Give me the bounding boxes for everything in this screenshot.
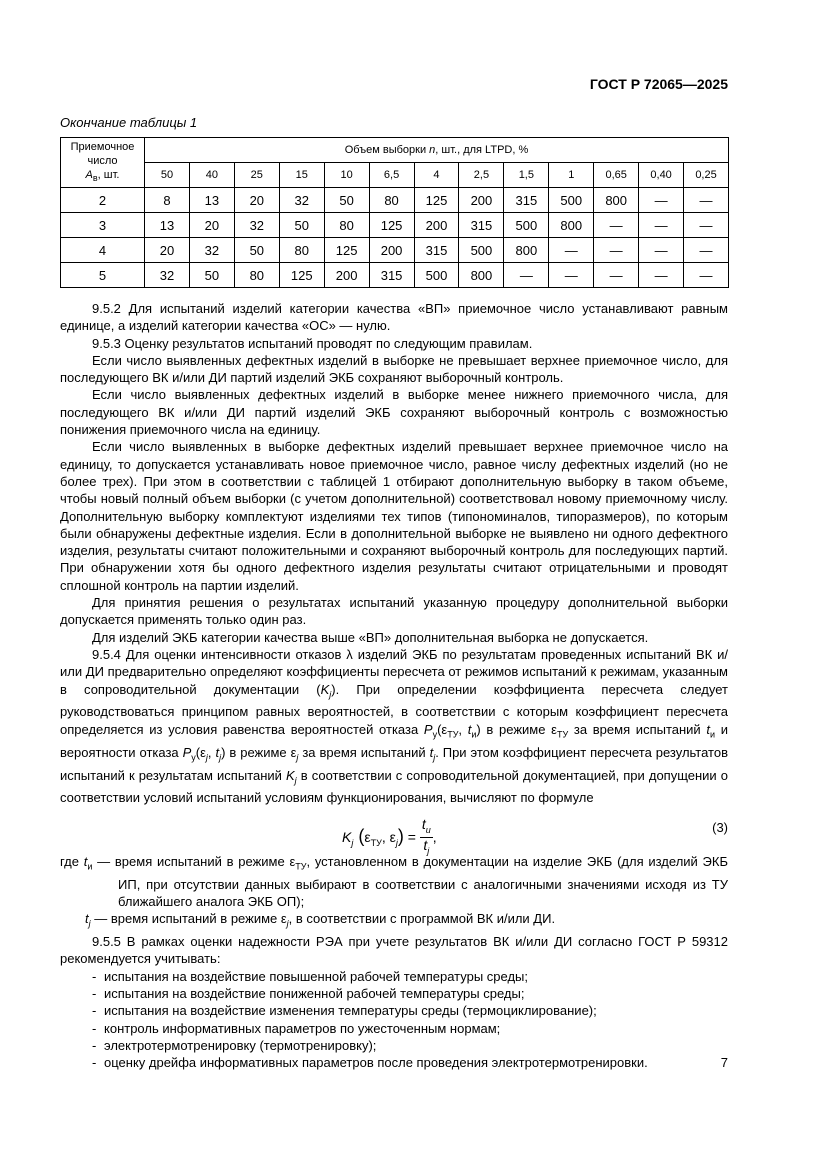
sample-size-cell: 50 bbox=[189, 263, 234, 288]
page-number: 7 bbox=[720, 1055, 728, 1070]
sym-eps-2: ε bbox=[200, 744, 206, 760]
acceptance-number-var: A bbox=[85, 168, 93, 181]
formula-legend bbox=[60, 853, 728, 933]
p954-e: и вероятности отказа bbox=[60, 721, 729, 760]
legend-2-post: , в соответствии с программой ВК и/или ДИ. bbox=[288, 911, 556, 927]
table-row bbox=[61, 213, 729, 238]
f-j: j bbox=[351, 837, 354, 848]
p954-d: за время испытаний bbox=[568, 721, 707, 737]
sample-size-cell: 200 bbox=[414, 213, 459, 238]
sym-eps: ε bbox=[441, 721, 448, 737]
ltpd-header-cell: 40 bbox=[189, 163, 234, 188]
list-dash: - bbox=[92, 968, 97, 984]
sample-size-cell: — bbox=[504, 263, 549, 288]
sym-j-6: j bbox=[294, 775, 297, 786]
sample-size-cell: — bbox=[594, 213, 639, 238]
list-item bbox=[92, 1002, 728, 1019]
sym-p: P bbox=[423, 721, 433, 737]
sample-size-cell: 200 bbox=[324, 263, 369, 288]
table-row bbox=[61, 238, 729, 263]
ltpd-header-cell: 4 bbox=[414, 163, 459, 188]
sample-size-cell: 80 bbox=[324, 213, 369, 238]
sym-u-2: и bbox=[710, 729, 716, 740]
sym-ty: ТУ bbox=[447, 729, 459, 740]
list-dash: - bbox=[92, 1055, 97, 1071]
sample-size-cell: 80 bbox=[279, 238, 324, 263]
sample-size-cell: 500 bbox=[549, 188, 594, 213]
formula-3 bbox=[60, 809, 728, 857]
sample-size-cell: 200 bbox=[459, 188, 504, 213]
para-9-5-2: 9.5.2 Для испытаний изделий категории качества «ВП» приемочное число устанавливают равным единице, а изделий категории качества «ОС» — нулю. bbox=[60, 301, 728, 334]
acceptance-number-sub: в bbox=[92, 173, 98, 184]
sample-size-cell: 32 bbox=[234, 213, 279, 238]
legend-t-u bbox=[60, 853, 728, 910]
sym-y: у bbox=[432, 729, 438, 740]
formula-number: (3) bbox=[712, 819, 728, 835]
f-t-2: t bbox=[423, 837, 428, 854]
ltpd-header-cell: 1 bbox=[549, 163, 594, 188]
p954-g: за время испытаний bbox=[298, 744, 430, 760]
body-text bbox=[60, 300, 728, 1071]
recommendation-list bbox=[60, 968, 728, 1072]
lg-u: и bbox=[87, 861, 93, 872]
acceptance-number-cell: 4 bbox=[61, 238, 145, 263]
sample-size-cell: — bbox=[684, 263, 729, 288]
sample-size-cell: — bbox=[639, 238, 684, 263]
sample-size-cell: 13 bbox=[189, 188, 234, 213]
sample-size-cell: 200 bbox=[369, 238, 414, 263]
list-dash: - bbox=[92, 985, 97, 1001]
legend-1: — время испытаний в режиме ε bbox=[92, 853, 296, 869]
sample-size-cell: 315 bbox=[504, 188, 549, 213]
list-item-text: испытания на воздействие изменения температуры среды (термоциклирование); bbox=[104, 1003, 597, 1019]
sample-size-cell: 80 bbox=[234, 263, 279, 288]
sample-size-cell: 50 bbox=[279, 213, 324, 238]
sym-p-2: P bbox=[182, 744, 192, 760]
sym-t-3: t bbox=[215, 744, 220, 760]
f-j-3: j bbox=[427, 846, 430, 857]
sample-size-group-var: n bbox=[429, 144, 436, 156]
sym-t-4: t bbox=[429, 744, 434, 760]
sample-size-cell: 125 bbox=[279, 263, 324, 288]
f-eps: ε bbox=[364, 828, 371, 845]
sym-u: и bbox=[471, 729, 477, 740]
sample-size-cell: 125 bbox=[369, 213, 414, 238]
list-dash: - bbox=[92, 1020, 97, 1036]
sample-size-cell: 32 bbox=[145, 263, 190, 288]
ltpd-header-cell: 50 bbox=[145, 163, 190, 188]
sample-size-cell: 80 bbox=[369, 188, 414, 213]
p954-b: ). При определении коэффициента пересчета следует руководствоваться принципом равных вероятностей, в соответствии с которым коэффициент пересчета определяется из условия равенства вероятностей отказа bbox=[60, 681, 728, 737]
list-dash: - bbox=[92, 1003, 97, 1019]
table-row bbox=[61, 263, 729, 288]
table-row bbox=[61, 188, 729, 213]
ltpd-header-cell: 0,40 bbox=[639, 163, 684, 188]
f-u: и bbox=[425, 824, 431, 835]
sample-size-cell: 800 bbox=[594, 188, 639, 213]
list-item bbox=[92, 968, 728, 985]
formula-expression: $K_j$ ($\varepsilon_{ТУ}$, $\varepsilon_j$) = $\frac{t_и}{t_j}$ , bbox=[342, 817, 437, 860]
acceptance-number-cell: 3 bbox=[61, 213, 145, 238]
list-item-text: испытания на воздействие пониженной рабочей температуры среды; bbox=[104, 985, 525, 1001]
sym-ty-2: ТУ bbox=[556, 729, 569, 740]
sample-size-group-header bbox=[145, 138, 729, 163]
sample-size-cell: — bbox=[639, 188, 684, 213]
para-9-5-3-d: Для принятия решения о результатах испытаний указанную процедуру дополнительной выборки допускается применять только один раз. bbox=[60, 595, 728, 628]
para-9-5-3-c: Если число выявленных в выборке дефектных изделий превышает верхнее приемочное число на единицу, то допускается устанавливать новое приемочное число, равное числу дефектных изделий (но не более трех). При этом в соответствии с таблицей 1 отбирают дополнительную выборку в таком объеме, чтобы новый полный объем выборки (с учетом дополнительной) соответствовал новому приемочному числу. Дополнительную выборку комплектуют изделиями тех типов (типономиналов, типоразмеров), по которым были обнаружены дефектные изделия. Если в дополнительной выборке не выявлено ни одного дефектного изделия, результаты считают положительными и сохраняют выборочный контроль для последующих партий. При обнаружении хотя бы одного дефектного изделия результаты считают отрицательными и проводят сплошной контроль на партии изделий. bbox=[60, 439, 728, 593]
sym-y-2: у bbox=[191, 752, 196, 763]
para-9-5-3: 9.5.3 Оценку результатов испытаний проводят по следующим правилам. bbox=[92, 335, 533, 351]
sample-size-cell: 20 bbox=[234, 188, 279, 213]
para-9-5-5: 9.5.5 В рамках оценки надежности РЭА при учете результатов ВК и/или ДИ согласно ГОСТ Р 59312 рекомендуется учитывать: bbox=[60, 934, 728, 967]
list-item bbox=[92, 1037, 728, 1054]
sample-size-cell: 50 bbox=[234, 238, 279, 263]
sample-size-cell: — bbox=[684, 188, 729, 213]
para-9-5-3-a: Если число выявленных дефектных изделий в выборке не превышает верхнее приемочное число, для последующего ВК и/или ДИ партий изделий ЭКБ сохраняют выборочный контроль. bbox=[60, 352, 728, 386]
acceptance-number-header-label: Приемочное число bbox=[70, 140, 135, 167]
sample-size-cell: — bbox=[549, 238, 594, 263]
lg-j-2: j bbox=[286, 918, 289, 929]
sample-size-cell: 315 bbox=[459, 213, 504, 238]
sample-size-cell: 500 bbox=[414, 263, 459, 288]
sample-size-cell: 125 bbox=[324, 238, 369, 263]
ltpd-header-cell: 15 bbox=[279, 163, 324, 188]
legend-t-j bbox=[60, 910, 728, 933]
ltpd-header-cell: 25 bbox=[234, 163, 279, 188]
f-ty: ТУ bbox=[370, 837, 382, 848]
sample-size-cell: 32 bbox=[189, 238, 234, 263]
sample-size-group-post: , шт., для LTPD, % bbox=[435, 144, 529, 156]
para-9-5-3-b: Если число выявленных дефектных изделий в выборке менее нижнего приемочного числа, для последующего ВК и/или ДИ партий изделий ЭКБ сохраняют выборочный контроль с возможностью понижения приемочного числа на единицу. bbox=[60, 387, 728, 438]
p954-c: в режиме ε bbox=[480, 721, 557, 737]
sample-size-cell: — bbox=[549, 263, 594, 288]
sym-t-2: t bbox=[706, 721, 711, 737]
f-j-2: j bbox=[395, 837, 398, 848]
sym-j-3: j bbox=[219, 752, 222, 763]
sample-size-cell: 800 bbox=[504, 238, 549, 263]
ltpd-header-cell: 10 bbox=[324, 163, 369, 188]
sample-size-cell: 20 bbox=[145, 238, 190, 263]
sample-size-cell: 315 bbox=[414, 238, 459, 263]
ltpd-header-cell: 1,5 bbox=[504, 163, 549, 188]
list-item-text: электротермотренировку (термотренировку); bbox=[104, 1037, 377, 1053]
list-item bbox=[92, 985, 728, 1002]
sample-size-cell: 13 bbox=[145, 213, 190, 238]
list-item-text: контроль информативных параметров по ужесточенным нормам; bbox=[104, 1020, 501, 1036]
sample-size-cell: 125 bbox=[414, 188, 459, 213]
standard-designation: ГОСТ Р 72065—2025 bbox=[589, 76, 728, 92]
para-9-5-4: 9.5.4 Для оценки интенсивности отказов λ изделий ЭКБ по результатам проведенных испытаний ВК и/или ДИ предварительно определяют коэффициенты пересчета от режимов испытаний к режимам, указанным в сопроводительной документации $(K_j)$. При определении коэффициента пересчета следует руководствоваться принципом равных вероятностей, в соответствии с которым коэффициент пересчета определяется из условия равенства вероятностей отказа $P_у(\varepsilon_{ТУ}$, $t_и$) в режиме $\varepsilon_{ТУ}$ за время испытаний $t_и$ и вероятности отказа $P_у(\varepsilon_j$, $t_j$) в режиме $\varepsilon_j$ за время испытаний $t_j$. При этом коэффициент пересчета результатов испытаний к результатам испытаний $K_j$ в соответствии с сопроводительной документацией, при допущении о соответствии условий испытаний условиям функционирования, вычисляют по формуле bbox=[60, 646, 729, 806]
legend-2: — время испытаний в режиме ε bbox=[90, 911, 287, 927]
lg-ty: ТУ bbox=[295, 861, 307, 872]
sample-size-group-pre: Объем выборки bbox=[344, 144, 430, 156]
lg-t: t bbox=[83, 853, 88, 869]
sample-size-cell: — bbox=[684, 213, 729, 238]
p954-a: 9.5.4 Для оценки интенсивности отказов λ изделий ЭКБ по результатам проведенных испытаний ВК и/или ДИ предварительно определяют коэффициенты пересчета от режимов испытаний к режимам, указанным в сопроводительной документации ( bbox=[60, 646, 728, 697]
ltpd-header-cell: 0,25 bbox=[684, 163, 729, 188]
p954-f: в режиме ε bbox=[225, 744, 297, 760]
sample-size-table bbox=[60, 137, 729, 288]
p954-h: . При этом коэффициент пересчета результатов испытаний к результатам испытаний bbox=[60, 744, 728, 783]
sym-j-5: j bbox=[433, 752, 436, 763]
list-item bbox=[92, 1020, 728, 1037]
sample-size-cell: 315 bbox=[369, 263, 414, 288]
sample-size-cell: — bbox=[639, 263, 684, 288]
acceptance-number-unit: , шт. bbox=[97, 168, 120, 181]
f-t: t bbox=[421, 815, 426, 832]
ltpd-header-cell: 0,65 bbox=[594, 163, 639, 188]
acceptance-number-header bbox=[61, 138, 145, 188]
sample-size-cell: 8 bbox=[145, 188, 190, 213]
legend-where: где bbox=[60, 853, 84, 869]
list-item-text: оценку дрейфа информативных параметров после проведения электротермотренировки. bbox=[104, 1055, 648, 1071]
legend-1-post: , установленном в документации на изделие ЭКБ (для изделий ЭКБ ИП, при отсутствии данных выбирают в соответствии с аналогичными значениями исходя из ТУ ближайшего аналога ЭКБ ОП); bbox=[118, 853, 728, 909]
f-eps-2: ε bbox=[389, 828, 396, 845]
sym-j-2: j bbox=[205, 752, 208, 763]
sample-size-cell: 500 bbox=[504, 213, 549, 238]
sample-size-cell: 800 bbox=[549, 213, 594, 238]
sample-size-cell: — bbox=[594, 238, 639, 263]
table-caption: Окончание таблицы 1 bbox=[60, 115, 198, 130]
acceptance-number-cell: 2 bbox=[61, 188, 145, 213]
sample-size-cell: 50 bbox=[324, 188, 369, 213]
formula-fraction bbox=[420, 817, 433, 860]
sym-j: j bbox=[329, 689, 332, 700]
sample-size-cell: — bbox=[639, 213, 684, 238]
p954-i: в соответствии с сопроводительной документацией, при допущении о соответствии условий испытаний условиям функционирования, вычисляют по формуле bbox=[60, 767, 728, 806]
ltpd-header-cell: 2,5 bbox=[459, 163, 504, 188]
sym-k-2: K bbox=[286, 767, 295, 783]
para-9-5-3-e: Для изделий ЭКБ категории качества выше «ВП» дополнительная выборка не допускается. bbox=[92, 629, 649, 645]
ltpd-header-cell: 6,5 bbox=[369, 163, 414, 188]
list-item bbox=[92, 1054, 728, 1071]
lg-t-2: t bbox=[85, 911, 89, 927]
sample-size-cell: 800 bbox=[459, 263, 504, 288]
list-dash: - bbox=[92, 1037, 97, 1053]
list-item-text: испытания на воздействие повышенной рабочей температуры среды; bbox=[104, 968, 528, 984]
sym-k: K bbox=[320, 681, 330, 697]
acceptance-number-cell: 5 bbox=[61, 263, 145, 288]
sample-size-cell: 500 bbox=[459, 238, 504, 263]
sym-j-4: j bbox=[296, 752, 299, 763]
f-k: K bbox=[342, 828, 352, 845]
lg-j: j bbox=[88, 918, 91, 929]
sym-t: t bbox=[467, 721, 472, 737]
sample-size-cell: — bbox=[594, 263, 639, 288]
sample-size-cell: 32 bbox=[279, 188, 324, 213]
sample-size-cell: 20 bbox=[189, 213, 234, 238]
sample-size-cell: — bbox=[684, 238, 729, 263]
